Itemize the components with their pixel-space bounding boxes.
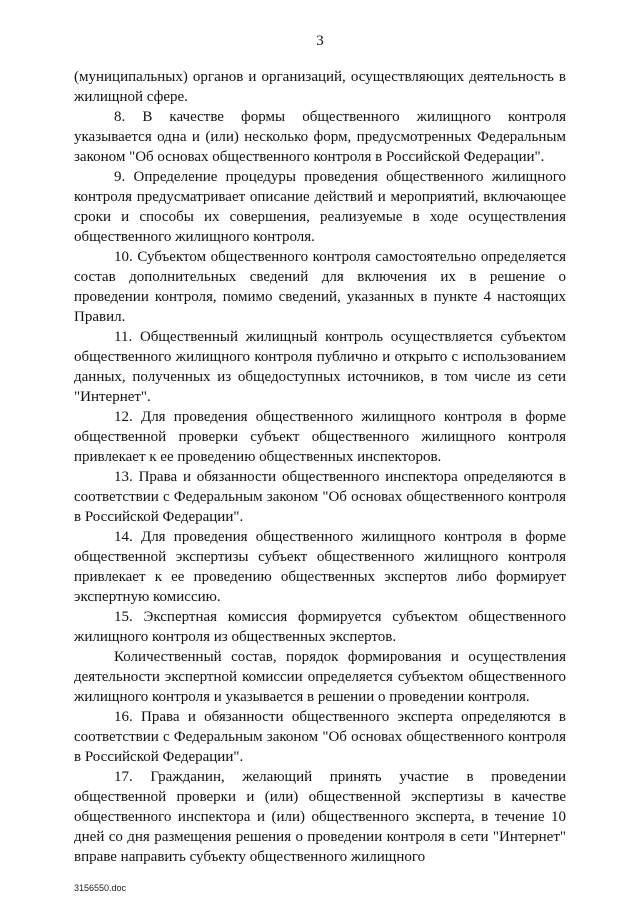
paragraph-item-16: 16. Права и обязанности общественного эксперта определяются в соответствии с Федеральным законом "Об основах общественного контроля в Российской Федерации". — [74, 709, 566, 765]
paragraph-item-14: 14. Для проведения общественного жилищного контроля в форме общественной экспертизы субъект общественного жилищного контроля привлекает к ее проведению общественных экспертов либо формирует экспертную комиссию. — [74, 529, 566, 605]
document-footer-filename: 3156550.doc — [74, 883, 127, 893]
paragraph-item-15-continuation: Количественный состав, порядок формирования и осуществления деятельности экспертной комиссии определяется субъектом общественного жилищного контроля и указывается в решении о проведении контроля. — [74, 649, 566, 705]
paragraph-item-15: 15. Экспертная комиссия формируется субъектом общественного жилищного контроля из общественных экспертов. — [74, 609, 566, 645]
paragraph-item-8: 8. В качестве формы общественного жилищного контроля указывается одна и (или) несколько форм, предусмотренных Федеральным законом "Об основах общественного контроля в Российской Федерации". — [74, 109, 566, 165]
paragraph-item-12: 12. Для проведения общественного жилищного контроля в форме общественной проверки субъект общественного жилищного контроля привлекает к ее проведению общественных инспекторов. — [74, 409, 566, 465]
page-number: 3 — [316, 33, 324, 49]
paragraph-item-11: 11. Общественный жилищный контроль осуществляется субъектом общественного жилищного контроля публично и открыто с использованием данных, полученных из общедоступных источников, в том числе из сети "Интернет". — [74, 329, 566, 405]
paragraph-item-10: 10. Субъектом общественного контроля самостоятельно определяется состав дополнительных сведений для включения их в решение о проведении контроля, помимо сведений, указанных в пункте 4 настоящих Правил. — [74, 249, 566, 325]
paragraph-continuation: (муниципальных) органов и организаций, осуществляющих деятельность в жилищной сфере. — [74, 69, 566, 105]
paragraph-item-17: 17. Гражданин, желающий принять участие в проведении общественной проверки и (или) общественной экспертизы в качестве общественного инспектора и (или) общественного эксперта, в течение 10 дней со дня размещения решения о проведении контроля в сети "Интернет" вправе направить субъекту общественного жилищного — [74, 769, 566, 865]
paragraph-item-13: 13. Права и обязанности общественного инспектора определяются в соответствии с Федеральным законом "Об основах общественного контроля в Российской Федерации". — [74, 469, 566, 525]
document-body — [74, 67, 566, 867]
paragraph-item-9: 9. Определение процедуры проведения общественного жилищного контроля предусматривает описание действий и мероприятий, включающее сроки и способы их совершения, реализуемые в ходе осуществления общественного жилищного контроля. — [74, 169, 566, 245]
